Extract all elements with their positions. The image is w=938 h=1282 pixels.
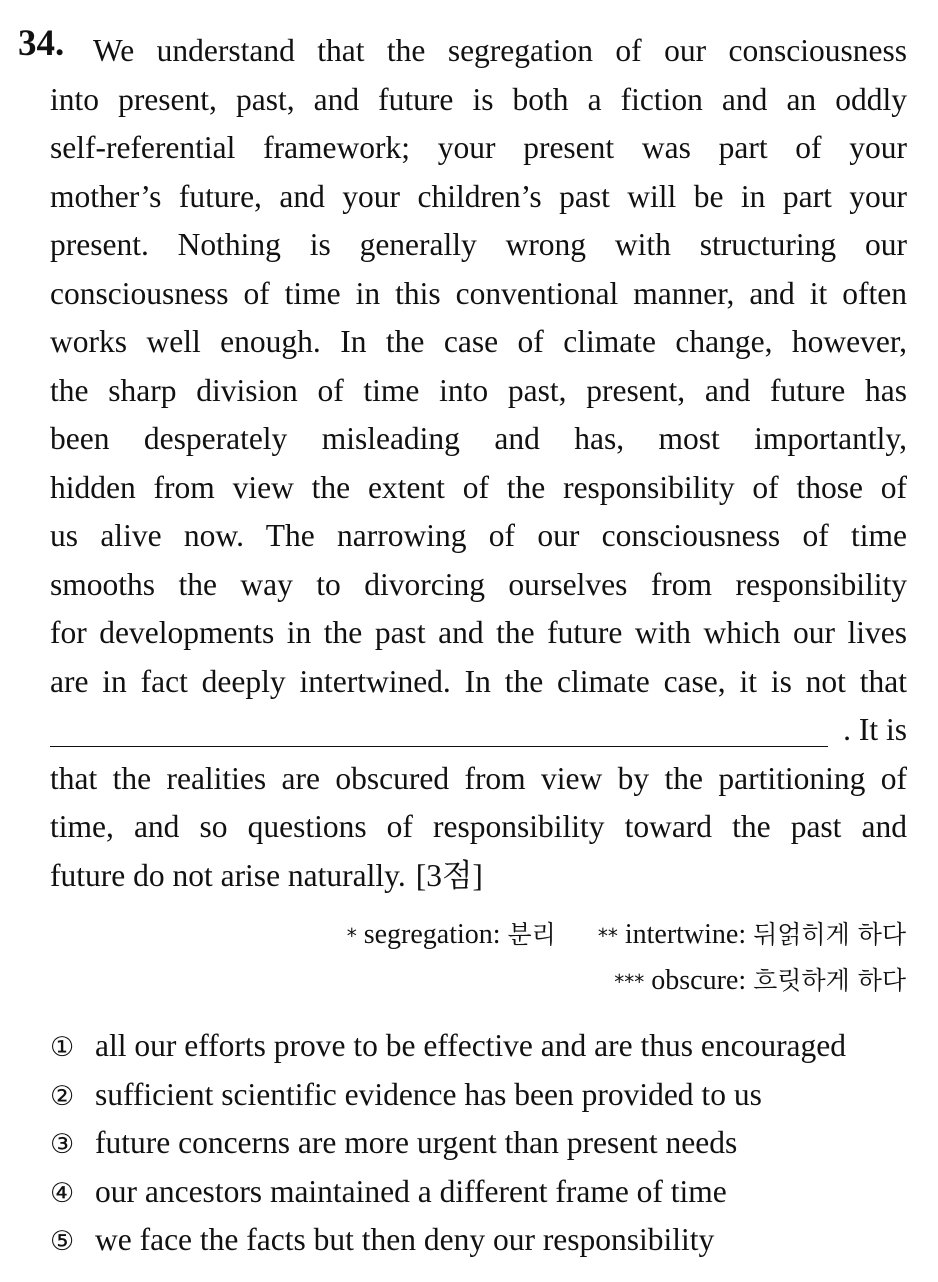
passage-line: We understand that the segregation of our consciousness: [93, 33, 907, 68]
choice-text: sufficient scientific evidence has been provided to us: [95, 1076, 762, 1112]
passage-line: consciousness of time in this conventional manner, and it often: [50, 275, 907, 311]
points-label: [3점]: [415, 857, 483, 893]
passage-line: that the realities are obscured from view by the partitioning of: [50, 760, 907, 796]
glossary-line-1: [347, 918, 906, 953]
passage-line: self-referential framework; your present was part of your: [50, 130, 907, 165]
answer-choices: [50, 1022, 846, 1265]
choice-2[interactable]: [50, 1071, 846, 1120]
passage-line: been desperately misleading and has, most importantly,: [50, 421, 907, 456]
glossary-term: segregation:: [363, 919, 501, 950]
passage-line: are in fact deeply intertwined. In the climate case, it is not that: [50, 663, 907, 699]
question-number: 34.: [18, 23, 65, 64]
choice-number: ①: [50, 1032, 75, 1063]
passage-line: us alive now. The narrowing of our consciousness of time: [50, 518, 907, 553]
glossary-term: intertwine:: [624, 919, 747, 950]
answer-blank: [50, 716, 828, 747]
choice-5[interactable]: [50, 1216, 846, 1265]
choice-text: our ancestors maintained a different frame of time: [95, 1173, 727, 1209]
passage-line: mother’s future, and your children’s past will be in part your: [50, 178, 907, 214]
choice-3[interactable]: [50, 1119, 846, 1168]
choice-text: all our efforts prove to be effective and are thus encouraged: [95, 1028, 847, 1063]
blank-trailing-text: . It is: [843, 712, 907, 747]
passage-line: into present, past, and future is both a fiction and an oddly: [50, 81, 907, 117]
footnote-marker: *: [346, 924, 357, 948]
glossary-term: obscure:: [651, 965, 747, 996]
passage-line: present. Nothing is generally wrong with structuring our: [50, 227, 907, 262]
passage-line: time, and so questions of responsibility toward the past and: [50, 809, 907, 844]
glossary-line-2: [614, 964, 906, 999]
choice-4[interactable]: [50, 1168, 846, 1217]
passage: [50, 27, 907, 900]
choice-number: ②: [50, 1080, 75, 1112]
choice-number: ④: [50, 1177, 75, 1209]
footnote-marker: **: [597, 924, 618, 948]
choice-text: future concerns are more urgent than present needs: [95, 1125, 738, 1160]
blank-line: [50, 706, 907, 755]
glossary-meaning: 뒤얽히게 하다: [753, 920, 906, 949]
passage-line: works well enough. In the case of climate change, however,: [50, 324, 907, 359]
passage-line: the sharp division of time into past, present, and future has: [50, 372, 907, 408]
glossary-meaning: 흐릿하게 하다: [753, 966, 906, 995]
passage-line: hidden from view the extent of the responsibility of those of: [50, 469, 907, 505]
passage-line: smooths the way to divorcing ourselves from responsibility: [50, 566, 907, 602]
choice-number: ⑤: [50, 1226, 75, 1257]
passage-line: future do not arise naturally.: [50, 857, 406, 893]
glossary-meaning: 분리: [507, 920, 556, 949]
footnote-marker: ***: [614, 970, 645, 994]
choice-number: ③: [50, 1129, 75, 1160]
passage-last-line: [50, 852, 907, 901]
choice-1[interactable]: [50, 1022, 846, 1071]
choice-text: we face the facts but then deny our responsibility: [95, 1222, 715, 1257]
passage-line: for developments in the past and the future with which our lives: [50, 615, 907, 650]
